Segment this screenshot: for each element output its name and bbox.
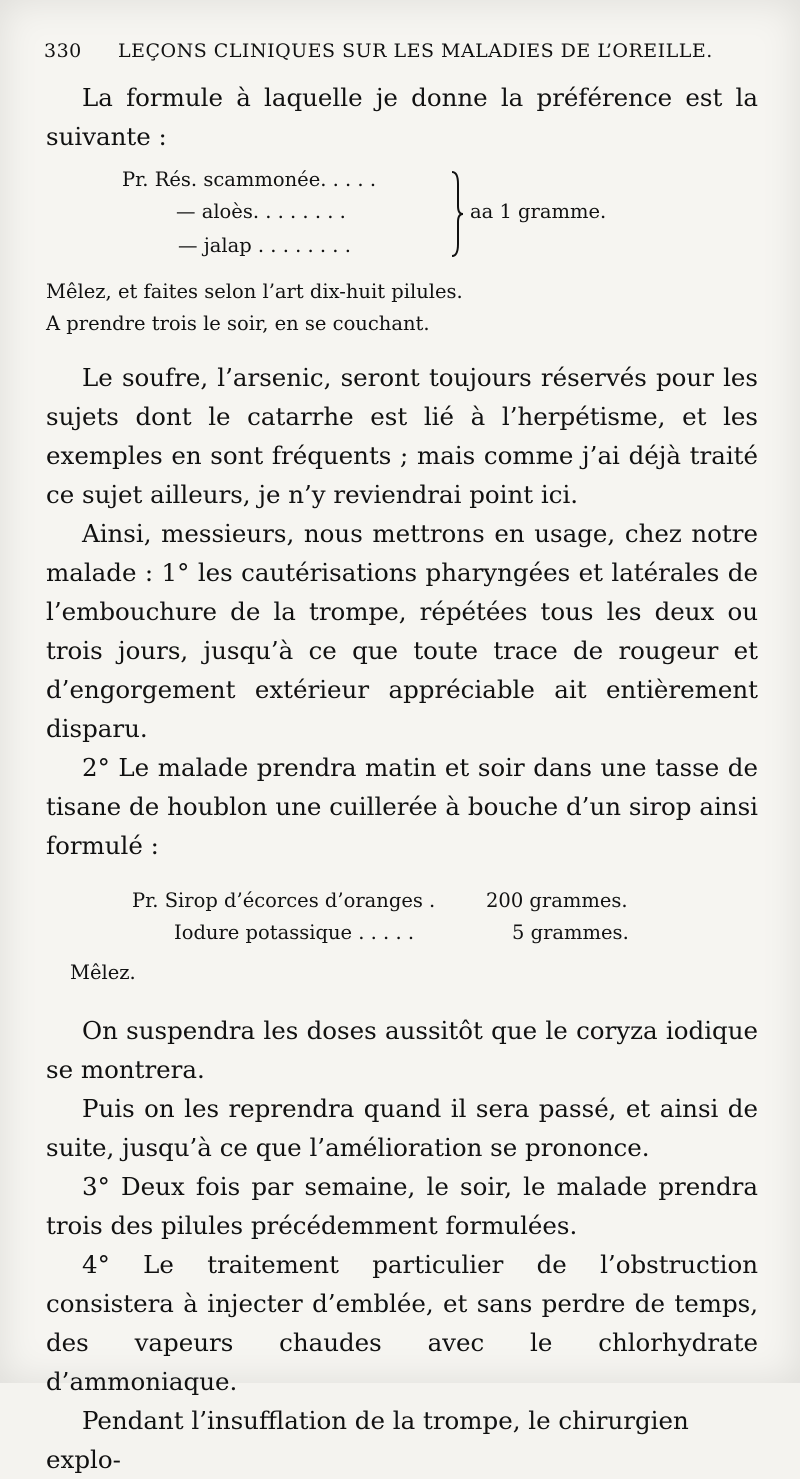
sirop-instruction: Mêlez. bbox=[70, 961, 136, 984]
prescription-instruction-take: A prendre trois le soir, en se couchant. bbox=[46, 312, 430, 335]
sirop-line-label: Pr. Sirop d’écorces d’oranges . bbox=[132, 889, 436, 912]
prescription-line-jalap: — jalap . . . . . . . . bbox=[178, 234, 351, 257]
prescription-dose: aa 1 gramme. bbox=[470, 200, 607, 223]
paragraph-suspendra: On suspendra les doses aussitôt que le coryza iodique se montrera. bbox=[46, 1016, 758, 1084]
prescription-instruction-mix: Mêlez, et faites selon l’art dix-huit pilules. bbox=[46, 280, 463, 303]
page-body bbox=[46, 78, 758, 1479]
prescription-line-scammonee: Pr. Rés. scammonée. . . . . bbox=[122, 168, 377, 191]
brace-icon bbox=[450, 170, 464, 258]
paragraph-traitement: 4° Le traitement particulier de l’obstruction consistera à injecter d’emblée, et sans perdre de temps, des vapeurs chaudes avec le chlorhydrate d’ammoniaque. bbox=[46, 1250, 758, 1396]
running-header bbox=[44, 40, 764, 62]
paragraph-deux-fois: 3° Deux fois par semaine, le soir, le malade prendra trois des pilules précédemment formulées. bbox=[46, 1172, 758, 1240]
prescription-line-aloes: — aloès. . . . . . . . bbox=[176, 200, 346, 223]
iodure-line-label: Iodure potassique . . . . . bbox=[174, 921, 415, 944]
paragraph-soufre: Le soufre, l’arsenic, seront toujours réservés pour les sujets dont le catarrhe est lié à l’herpétisme, et les exemples en sont fréquents ; mais comme j’ai déjà traité ce sujet ailleurs, je n’y reviendrai point ici. bbox=[46, 363, 758, 509]
prescription-sirop bbox=[46, 877, 758, 955]
running-title: LEÇONS CLINIQUES SUR LES MALADIES DE L’OREILLE. bbox=[118, 40, 713, 62]
iodure-line-dose: 5 grammes. bbox=[512, 921, 629, 944]
page-number: 330 bbox=[44, 40, 82, 62]
prescription-pills bbox=[46, 162, 758, 270]
intro-paragraph: La formule à laquelle je donne la préférence est la suivante : bbox=[46, 83, 758, 151]
paragraph-reprendra: Puis on les reprendra quand il sera passé, et ainsi de suite, jusqu’à ce que l’amélioration se prononce. bbox=[46, 1094, 758, 1162]
sirop-line-dose: 200 grammes. bbox=[486, 889, 628, 912]
paragraph-insufflation: Pendant l’insufflation de la trompe, le chirurgien explo- bbox=[46, 1406, 689, 1474]
paragraph-ainsi: Ainsi, messieurs, nous mettrons en usage, chez notre malade : 1° les cautérisations pharyngées et latérales de l’embouchure de la trompe, répétées tous les deux ou trois jours, jusqu’à ce que toute trace de rougeur et d’engorgement extérieur appréciable ait entièrement disparu. bbox=[46, 519, 758, 743]
paragraph-malade-prendra: 2° Le malade prendra matin et soir dans une tasse de tisane de houblon une cuillerée à bouche d’un sirop ainsi formulé : bbox=[46, 753, 758, 860]
